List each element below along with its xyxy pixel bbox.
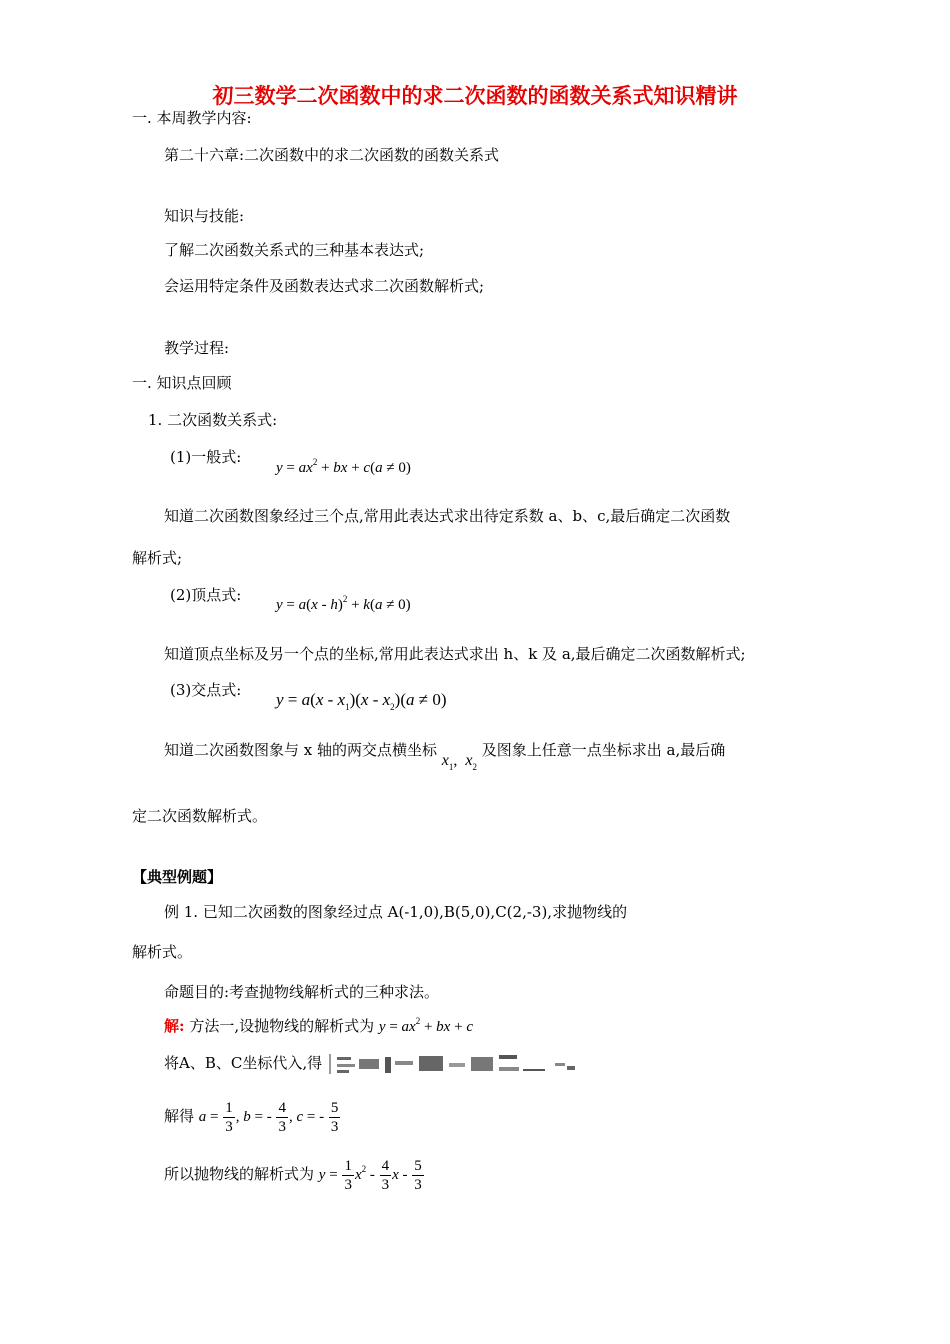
form3-label: (3)交点式:: [170, 681, 242, 699]
form3-description-cont: 定二次函数解析式。: [132, 807, 268, 825]
parabola-result-formula: y = $\frac{1}{3}$ $x^2$ - $\frac{4}{3}$ x - $\frac{5}{3}$: [318, 1158, 422, 1194]
substitution-text: 将A、B、C坐标代入,得: [164, 1054, 323, 1072]
solved-values-line: [164, 1096, 341, 1137]
example1-question: 例 1. 已知二次函数的图象经过点 A(-1,0),B(5,0),C(2,-3),求抛物线的: [164, 903, 628, 921]
form3-description-part2: 及图象上任意一点坐标求出 a,最后确: [481, 741, 726, 759]
substitution-line: [164, 1051, 577, 1077]
form2-label: (2)顶点式:: [170, 586, 242, 604]
form1-label: (1)一般式:: [170, 448, 242, 466]
solved-label: 解得: [164, 1107, 195, 1125]
skills-item-1: 了解二次函数关系式的三种基本表达式;: [164, 241, 425, 259]
solution-text: 方法一,设抛物线的解析式为: [189, 1017, 375, 1035]
solution-label: 解:: [164, 1017, 185, 1035]
form1-description-cont: 解析式;: [132, 549, 183, 567]
form1-description: 知道二次函数图象经过三个点,常用此表达式求出待定系数 a、b、c,最后确定二次函数: [164, 507, 731, 525]
chapter-title: 第二十六章:二次函数中的求二次函数的函数关系式: [164, 146, 500, 164]
example1-purpose: 命题目的:考查抛物线解析式的三种求法。: [164, 983, 440, 1001]
examples-heading: 【典型例题】: [132, 868, 223, 886]
roots-x1-x2: $x_1$, $x_2$: [441, 752, 477, 772]
result-label: 所以抛物线的解析式为: [164, 1165, 315, 1183]
form3-description: [164, 740, 726, 772]
document-title: 初三数学二次函数中的求二次函数的函数关系式知识精讲: [212, 84, 738, 108]
skills-heading: 知识与技能:: [164, 207, 245, 225]
solution-line: [164, 1016, 473, 1038]
parabola-general-formula: $y = ax^2$ + bx + c: [378, 1016, 473, 1035]
intercept-form-formula: $y = a(x - x_1)(x - x_2)(a \ne 0)$: [276, 690, 447, 712]
formulas-heading: 1. 二次函数关系式:: [148, 411, 278, 429]
result-line: [164, 1154, 425, 1196]
form3-description-part1: 知道二次函数图象与 x 轴的两交点横坐标: [164, 741, 437, 759]
equation-system-image: [327, 1051, 577, 1077]
vertex-form-formula: y = a(x - h)$^2$ + k(a ≠ 0): [276, 594, 411, 613]
review-heading: 一. 知识点回顾: [132, 374, 232, 392]
skills-item-2: 会运用特定条件及函数表达式求二次函数解析式;: [164, 277, 485, 295]
form2-description: 知道顶点坐标及另一个点的坐标,常用此表达式求出 h、k 及 a,最后确定二次函数解析式;: [164, 645, 746, 663]
solved-values: a = $\frac{1}{3}$ , b = - $\frac{4}{3}$ , c = - $\frac{5}{3}$: [198, 1100, 339, 1136]
section-label: 一. 本周教学内容:: [132, 109, 252, 127]
example1-question-cont: 解析式。: [132, 943, 193, 961]
general-form-formula: $y = ax^2$ + bx + c(a ≠ 0): [276, 457, 411, 476]
process-heading: 教学过程:: [164, 339, 230, 357]
